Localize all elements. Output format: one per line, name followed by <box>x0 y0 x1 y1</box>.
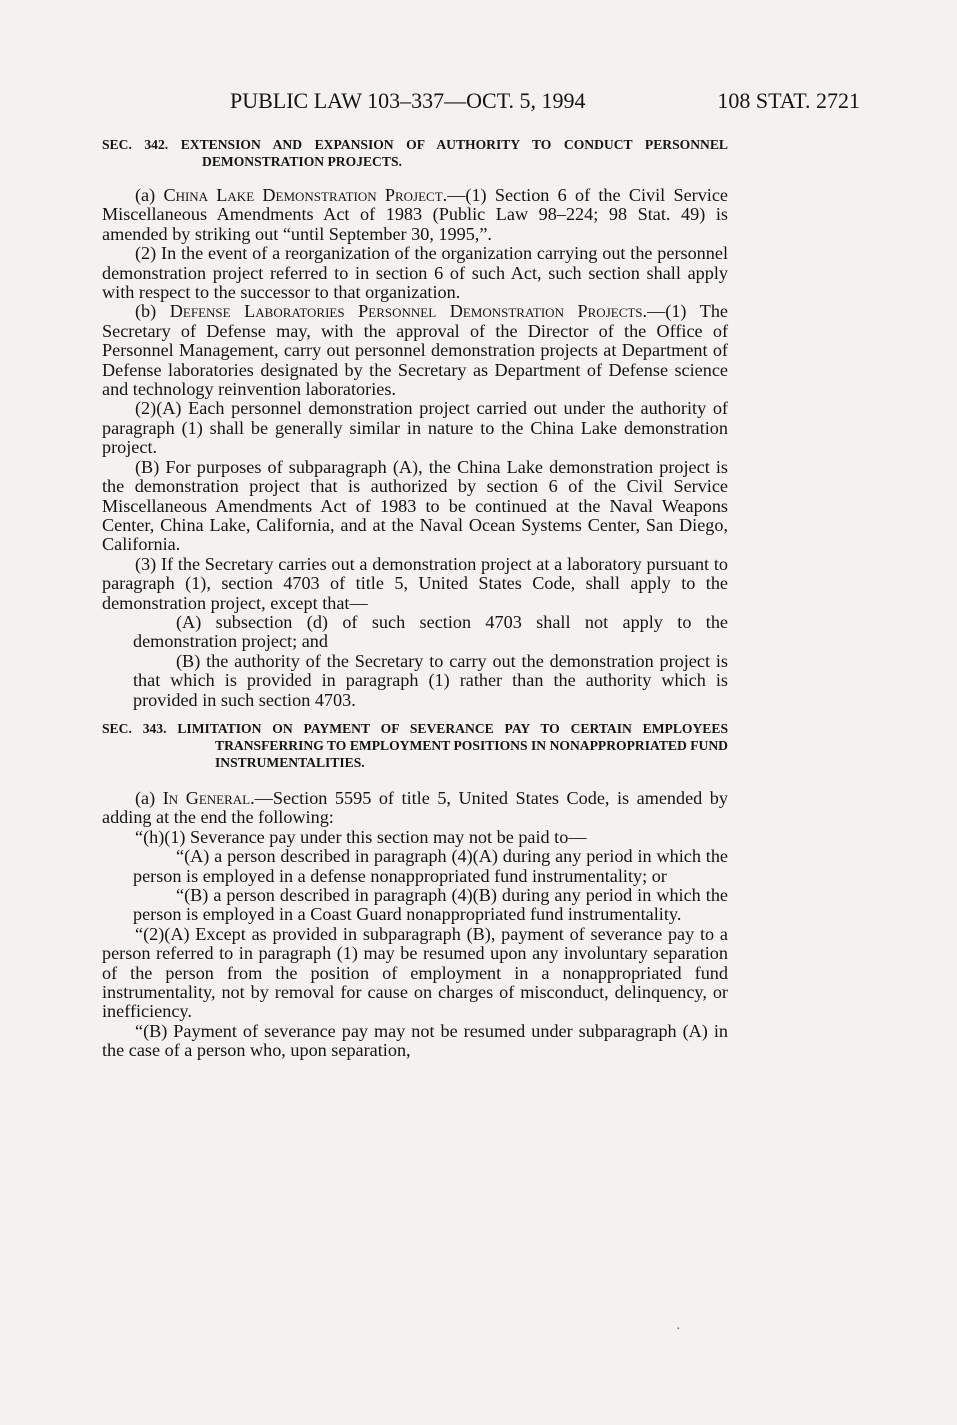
header-stat-citation: 108 STAT. 2721 <box>717 88 860 113</box>
sec342-para-b3B: (B) the authority of the Secretary to carry out the demonstration project is that which is provided in paragraph (1) rather than the authority which is provided in such section 4703. <box>133 650 728 710</box>
sec342-para-b2A: (2)(A) Each personnel demonstration project carried out under the authority of paragraph (1) shall be generally similar in nature to the China Lake demonstration project. <box>102 398 728 458</box>
section-342-number: SEC. 342. <box>102 137 169 152</box>
sec343-para-h2B: “(B) Payment of severance pay may not be resumed under subparagraph (A) in the case of a person who, upon separation, <box>102 1020 728 1061</box>
section-343-number: SEC. 343. <box>102 720 167 736</box>
sec342-a-text: —(1) Section 6 of the Civil Service Miscellaneous Amendments Act of 1983 (Public Law 98–224; 98 Stat. 49) is amended by striking out “until September 30, 1995,”. <box>102 185 728 244</box>
sec343-a-text: —Section 5595 of title 5, United States Code, is amended by adding at the end the following: <box>102 787 728 828</box>
sec343-para-h1A: “(A) a person described in paragraph (4)(A) during any period in which the person is employed in a defense nonappropriated fund instrumentality; or <box>133 846 728 886</box>
sec342-para-a <box>102 186 728 244</box>
running-header <box>102 88 860 118</box>
sec342-b-text: —(1) The Secretary of Defense may, with the approval of the Director of the Office of Personnel Management, carry out personnel demonstration projects at Department of Defense laboratories designated by the Secretary as Department of Defense science and technology reinvention laboratories. <box>102 301 728 400</box>
sec342-para-b <box>102 302 728 399</box>
sec343-a-caption: In General. <box>162 787 255 808</box>
document-body <box>102 136 728 1061</box>
sec343-a-label: (a) <box>135 787 163 808</box>
header-title: PUBLIC LAW 103–337—OCT. 5, 1994 <box>230 88 586 113</box>
section-343-heading <box>102 720 728 771</box>
sec342-para-b3: (3) If the Secretary carries out a demonstration project at a laboratory pursuant to paragraph (1), section 4703 of title 5, United States Code, shall apply to the demonstration project, except that— <box>102 553 728 613</box>
sec343-para-h2A: “(2)(A) Except as provided in subparagraph (B), payment of severance pay to a person referred to in paragraph (1) may be resumed upon any involuntary separation of the person from the position of employment in a nonappropriated fund instrumentality, not by removal for cause on charges of misconduct, delinquency, or inefficiency. <box>102 923 728 1022</box>
sec342-para-b3A: (A) subsection (d) of such section 4703 shall not apply to the demonstration project; and <box>133 611 728 652</box>
section-342-title: EXTENSION AND EXPANSION OF AUTHORITY TO CONDUCT PERSONNEL DEMONSTRATION PROJECTS. <box>180 137 728 169</box>
sec343-para-a <box>102 789 728 828</box>
sec343-para-h1B: “(B) a person described in paragraph (4)(B) during any period in which the person is employed in a Coast Guard nonappropriated fund instrumentality. <box>133 885 728 925</box>
sec342-a-label: (a) <box>135 185 164 205</box>
sec342-para-b2B: (B) For purposes of subparagraph (A), the China Lake demonstration project is the demonstration project that is authorized by section 6 of the Civil Service Miscellaneous Amendments Act of 1983 to be continued at the Naval Weapons Center, China Lake, California, and at the Naval Ocean Systems Center, San Diego, California. <box>102 456 728 555</box>
sec342-b-label: (b) <box>135 301 170 322</box>
section-343-title: LIMITATION ON PAYMENT OF SEVERANCE PAY TO CERTAIN EMPLOYEES TRANSFERRING TO EMPLOYMENT POSITIONS IN NONAPPROPRIATED FUND INSTRUMENTALITIES. <box>177 720 729 770</box>
sec342-b-caption: Defense Laboratories Personnel Demonstration Projects. <box>169 301 648 322</box>
section-342-heading <box>102 136 728 170</box>
stray-mark: · <box>676 1322 681 1337</box>
sec343-para-h1: “(h)(1) Severance pay under this section may not be paid to— <box>135 826 587 847</box>
sec342-a-caption: China Lake Demonstration Project. <box>163 185 448 205</box>
sec342-para-a2: (2) In the event of a reorganization of the organization carrying out the personnel demonstration project referred to in section 6 of such Act, such section shall apply with respect to the successor to that organization. <box>102 243 728 303</box>
